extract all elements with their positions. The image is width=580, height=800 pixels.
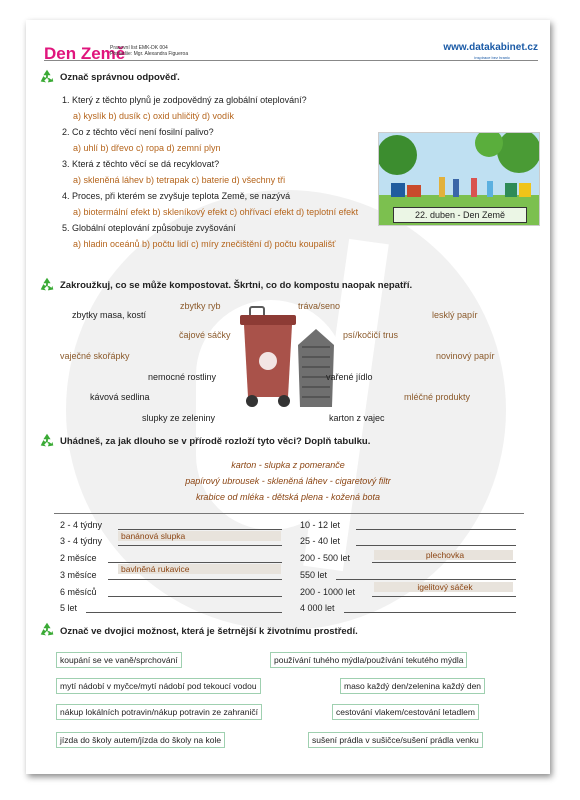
fill-answer[interactable]: bavlněná rukavice: [118, 564, 281, 574]
section3-heading: Uhádneš, za jak dlouho se v přírodě rozloží tyto věci? Doplň tabulku.: [60, 436, 371, 447]
option-box[interactable]: cestování vlakem/cestování letadlem: [332, 704, 479, 720]
fill-line[interactable]: [372, 562, 516, 563]
answers-3[interactable]: a) skleněná láhev b) tetrapak c) baterie d) všechny tři: [73, 175, 286, 185]
worksheet-page: [26, 20, 550, 774]
recycle-icon: [38, 621, 56, 639]
site-link[interactable]: www.datakabinet.cz: [443, 42, 538, 53]
header-divider: [44, 60, 538, 61]
option-box[interactable]: sušení prádla v sušičce/sušení prádla venku: [308, 732, 483, 748]
fill-line[interactable]: [344, 612, 516, 613]
answers-4[interactable]: a) biotermální efekt b) skleníkový efekt c) ohřívací efekt d) teplotní efekt: [73, 207, 359, 217]
page-title: Den Země: [44, 44, 126, 63]
time-right-4: 550 let: [300, 570, 328, 580]
fill-line[interactable]: [108, 579, 282, 580]
fill-line[interactable]: [108, 562, 282, 563]
fill-answer[interactable]: plechovka: [374, 550, 513, 560]
fill-line[interactable]: [86, 612, 282, 613]
fill-line[interactable]: [118, 529, 282, 530]
option-box[interactable]: používání tuhého mýdla/používání tekutého mýdla: [270, 652, 467, 668]
time-left-1: 2 - 4 týdny: [60, 520, 103, 530]
time-right-6: 4 000 let: [300, 603, 335, 613]
fill-answer[interactable]: banánová slupka: [118, 531, 281, 541]
option-box[interactable]: nákup lokálních potravin/nákup potravin ze zahraničí: [56, 704, 262, 720]
fill-line[interactable]: [372, 596, 516, 597]
fill-line[interactable]: [356, 529, 516, 530]
section1-heading: Označ správnou odpověď.: [60, 72, 180, 83]
meta-line-2: Postaršie: Mgr. Alexandra Figueroa: [110, 51, 189, 57]
time-right-1: 10 - 12 let: [300, 520, 341, 530]
fill-line[interactable]: [118, 545, 282, 546]
items-line-2: papírový ubrousek - skleněná láhev - cigaretový filtr: [185, 476, 391, 486]
compost-word[interactable]: slupky ze zeleniny: [142, 413, 216, 423]
compost-word[interactable]: psí/kočičí trus: [343, 330, 399, 340]
recycle-icon: [38, 432, 56, 450]
meta-line-1: Pracovní list EMK-DK 004: [110, 45, 168, 51]
question-1: 1. Který z těchto plynů je zodpovědný za globální oteplování?: [62, 95, 307, 105]
compost-word[interactable]: zbytky ryb: [180, 301, 221, 311]
compost-word[interactable]: vařené jídlo: [326, 372, 373, 382]
recycle-icon: [38, 68, 56, 86]
time-left-5: 6 měsíců: [60, 587, 97, 597]
compost-word[interactable]: karton z vajec: [329, 413, 385, 423]
recycle-icon: [38, 276, 56, 294]
time-left-3: 2 měsíce: [60, 553, 97, 563]
compost-word[interactable]: nemocné rostliny: [148, 372, 217, 382]
compost-word[interactable]: lesklý papír: [432, 310, 478, 320]
fill-line[interactable]: [356, 545, 516, 546]
option-box[interactable]: mytí nádobí v myčce/mytí nádobí pod tekoucí vodou: [56, 678, 261, 694]
compost-word[interactable]: vaječné skořápky: [60, 351, 130, 361]
items-line-3: krabice od mléka - dětská plena - kožená bota: [195, 492, 381, 502]
compost-word[interactable]: tráva/seno: [298, 301, 341, 311]
earth-day-photo: [378, 132, 540, 226]
section2-heading: Zakroužkuj, co se může kompostovat. Škrtni, co do kompostu naopak nepatří.: [60, 280, 413, 291]
question-4: 4. Proces, při kterém se zvyšuje teplota Země, se nazývá: [62, 191, 291, 201]
compost-word[interactable]: kávová sedlina: [90, 392, 150, 402]
fill-line[interactable]: [108, 596, 282, 597]
option-box[interactable]: maso každý den/zelenina každý den: [340, 678, 485, 694]
site-tagline: inspirace bez hranic: [474, 55, 510, 60]
question-5: 5. Globální oteplování způsobuje zvyšování: [62, 223, 236, 233]
option-box[interactable]: jízda do školy autem/jízda do školy na kole: [56, 732, 225, 748]
question-2: 2. Co z těchto věcí není fosilní palivo?: [62, 127, 214, 137]
items-line-1: karton - slupka z pomeranče: [231, 460, 345, 470]
photo-caption: 22. duben - Den Země: [393, 207, 527, 223]
table-top-border: [54, 513, 524, 514]
answers-5[interactable]: a) hladin oceánů b) počtu lidí c) míry znečištění d) počtu koupališť: [73, 239, 336, 249]
compost-word[interactable]: zbytky masa, kostí: [72, 310, 147, 320]
question-3: 3. Která z těchto věcí se dá recyklovat?: [62, 159, 220, 169]
compost-bins-icon: [236, 305, 346, 415]
time-right-2: 25 - 40 let: [300, 536, 341, 546]
time-right-5: 200 - 1000 let: [300, 587, 356, 597]
answers-1[interactable]: a) kyslík b) dusík c) oxid uhličitý d) vodík: [73, 111, 235, 121]
fill-answer[interactable]: igelitový sáček: [374, 582, 513, 592]
option-box[interactable]: koupání se ve vaně/sprchování: [56, 652, 182, 668]
fill-line[interactable]: [336, 579, 516, 580]
worksheet-meta: [110, 45, 188, 57]
time-left-4: 3 měsíce: [60, 570, 97, 580]
time-left-6: 5 let: [60, 603, 78, 613]
compost-word[interactable]: čajové sáčky: [179, 330, 231, 340]
time-left-2: 3 - 4 týdny: [60, 536, 103, 546]
compost-word[interactable]: novinový papír: [436, 351, 495, 361]
time-right-3: 200 - 500 let: [300, 553, 351, 563]
section1-questions: [62, 95, 382, 255]
answers-2[interactable]: a) uhlí b) dřevo c) ropa d) zemní plyn: [73, 143, 221, 153]
section4-heading: Označ ve dvojici možnost, která je šetrnější k životnímu prostředí.: [60, 626, 358, 637]
compost-word[interactable]: mléčné produkty: [404, 392, 471, 402]
